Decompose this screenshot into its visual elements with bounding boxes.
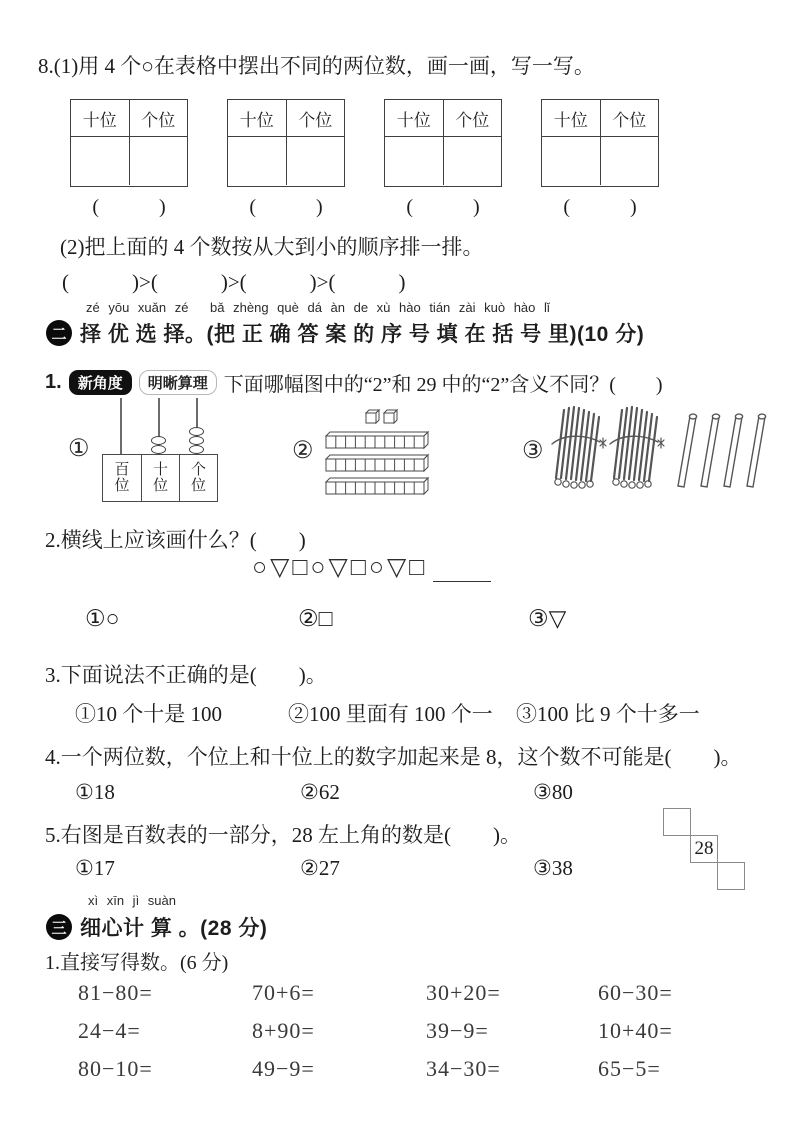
calc-problem[interactable]: 81−80= <box>78 980 153 1005</box>
figure2-label: ② <box>292 438 314 464</box>
place-value-table[interactable] <box>384 99 502 187</box>
calc-problem[interactable]: 8+90= <box>252 1018 315 1043</box>
tens-header: 十位 <box>553 110 588 130</box>
section2-heading <box>46 318 644 348</box>
ones-header: 个位 <box>286 100 345 136</box>
abacus-place-labels <box>102 454 218 502</box>
tens-cell[interactable] <box>385 137 443 185</box>
ones-cell[interactable] <box>286 137 345 185</box>
grid-square-28: 28 <box>690 835 718 863</box>
tens-header: 十位 <box>239 110 274 130</box>
calc-problem[interactable]: 70+6= <box>252 980 315 1005</box>
grid-square-top <box>663 808 691 836</box>
q4-option-3[interactable]: ③80 <box>533 780 573 804</box>
q3-option-2[interactable]: ②100 里面有 100 个一 <box>288 702 493 726</box>
section3-pinyin: xì xīn jì suàn <box>88 893 176 908</box>
calc-problem[interactable]: 10+40= <box>598 1018 673 1043</box>
hundreds-label: 百 位 <box>114 461 130 494</box>
tens-header: 十位 <box>396 110 431 130</box>
figure-abacus <box>66 398 246 506</box>
section2-title: 择 优 选 择。(把 正 确 答 案 的 序 号 填 在 括 号 里)(10 分) <box>80 323 645 346</box>
q2-option-2[interactable]: ②□ <box>298 606 333 631</box>
abacus-bead <box>189 427 204 436</box>
answer-blank[interactable]: ( ) <box>92 196 166 218</box>
q8-part1-text: 8.(1)用 4 个○在表格中摆出不同的两位数，画一画，写一写。 <box>38 54 595 78</box>
place-value-table[interactable] <box>227 99 345 187</box>
abacus-bead <box>151 436 166 445</box>
ones-header: 个位 <box>443 100 502 136</box>
q8-part2-text: (2)把上面的 4 个数按从大到小的顺序排一排。 <box>60 235 484 259</box>
tens-cell[interactable] <box>228 137 286 185</box>
place-value-table[interactable] <box>70 99 188 187</box>
q1-row <box>45 368 663 397</box>
figure-sticks <box>522 402 767 512</box>
base-ten-blocks-drawing <box>324 408 436 498</box>
q2-sequence-row <box>252 552 491 582</box>
calc-problem[interactable]: 39−9= <box>426 1018 489 1043</box>
tens-header: 十位 <box>82 110 117 130</box>
place-value-table[interactable] <box>541 99 659 187</box>
calc-problem[interactable]: 80−10= <box>78 1056 153 1081</box>
stick-bundles-drawing <box>550 404 760 504</box>
grid-square-bottom <box>717 862 745 890</box>
shape-sequence: ○▽□○▽□○▽□ <box>252 554 428 581</box>
abacus-bead <box>189 436 204 445</box>
q4-text: 4.一个两位数，个位上和十位上的数字加起来是 8，这个数不可能是( )。 <box>45 745 742 769</box>
calc-problem[interactable]: 60−30= <box>598 980 673 1005</box>
q3-option-1[interactable]: ①10 个十是 100 <box>75 702 222 726</box>
q3-text: 3.下面说法不正确的是( )。 <box>45 663 327 687</box>
figure1-label: ① <box>68 436 90 462</box>
tens-cell[interactable] <box>542 137 600 185</box>
q4-option-2[interactable]: ②62 <box>300 780 340 804</box>
answer-blank[interactable]: ( ) <box>249 196 323 218</box>
figure3-label: ③ <box>522 438 544 464</box>
calc-problem[interactable]: 49−9= <box>252 1056 315 1081</box>
q5-option-1[interactable]: ①17 <box>75 856 115 880</box>
ones-cell[interactable] <box>600 137 659 185</box>
section3-title: 细心计 算 。(28 分) <box>80 917 268 940</box>
q3-option-3[interactable]: ③100 比 9 个十多一 <box>516 702 700 726</box>
section2-number-icon: 二 <box>46 320 72 346</box>
ones-header: 个位 <box>129 100 188 136</box>
sequence-blank-line[interactable] <box>433 558 491 582</box>
q1-number: 1. <box>45 371 62 393</box>
figure-blocks <box>292 408 442 508</box>
section3-heading <box>46 912 267 942</box>
q2-option-1[interactable]: ①○ <box>85 606 120 631</box>
ordering-blanks[interactable]: ( )>( )>( )>( ) <box>62 270 406 294</box>
new-angle-badge: 新角度 <box>69 370 132 395</box>
calc-problem[interactable]: 34−30= <box>426 1056 501 1081</box>
ones-header: 个位 <box>600 100 659 136</box>
q2-option-3[interactable]: ③▽ <box>528 606 567 631</box>
calc-intro: 1.直接写得数。(6 分) <box>45 952 229 974</box>
answer-blank[interactable]: ( ) <box>406 196 480 218</box>
q2-text: 2.横线上应该画什么？( ) <box>45 528 306 552</box>
tens-label: 十 位 <box>141 455 179 501</box>
tens-cell[interactable] <box>71 137 129 185</box>
q5-option-2[interactable]: ②27 <box>300 856 340 880</box>
ones-cell[interactable] <box>443 137 502 185</box>
clear-reasoning-badge: 明晰算理 <box>139 370 217 395</box>
q4-option-1[interactable]: ①18 <box>75 780 115 804</box>
q5-text: 5.右图是百数表的一部分，28 左上角的数是( )。 <box>45 823 521 847</box>
abacus-bead <box>151 445 166 454</box>
q5-option-3[interactable]: ③38 <box>533 856 573 880</box>
abacus-rod-hundreds <box>120 398 122 455</box>
ones-label: 个 位 <box>179 455 217 501</box>
abacus-bead <box>189 445 204 454</box>
calc-problem[interactable]: 30+20= <box>426 980 501 1005</box>
section3-number-icon: 三 <box>46 914 72 940</box>
section2-pinyin: zé yōu xuǎn zé bǎ zhèng què dá àn de xù hào tián zài kuò hào lǐ <box>86 300 550 315</box>
calc-problem[interactable]: 65−5= <box>598 1056 661 1081</box>
calc-problem[interactable]: 24−4= <box>78 1018 141 1043</box>
answer-blank[interactable]: ( ) <box>563 196 637 218</box>
q1-text: 下面哪幅图中的“2”和 29 中的“2”含义不同？( ) <box>223 374 663 396</box>
ones-cell[interactable] <box>129 137 188 185</box>
